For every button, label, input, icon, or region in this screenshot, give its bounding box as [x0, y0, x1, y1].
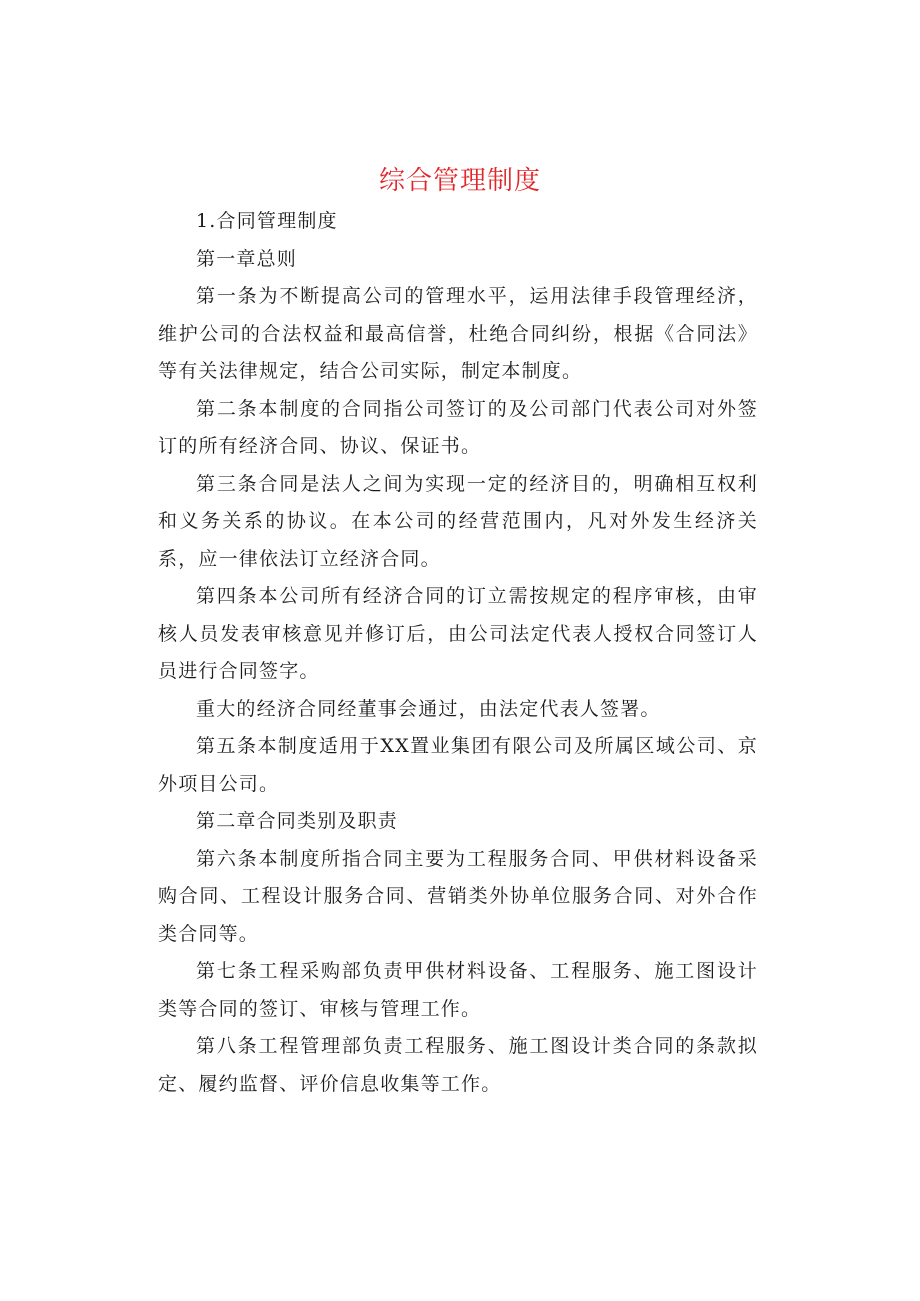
article-paragraph: 第四条本公司所有经济合同的订立需按规定的程序审核，由审核人员发表审核意见并修订后，由公司法定代表人授权合同签订人员进行合同签字。 — [158, 585, 758, 682]
article-paragraph: 第七条工程采购部负责甲供材料设备、工程服务、施工图设计类等合同的签订、审核与管理工作。 — [158, 960, 758, 1020]
article-paragraph: 第二条本制度的合同指公司签订的及公司部门代表公司对外签订的所有经济合同、协议、保证书。 — [158, 397, 758, 457]
article-paragraph: 重大的经济合同经董事会通过，由法定代表人签署。 — [196, 697, 661, 720]
section-heading: 1.合同管理制度 — [196, 210, 338, 232]
article-paragraph: 第八条工程管理部负责工程服务、施工图设计类合同的条款拟定、履约监督、评价信息收集等工作。 — [158, 1035, 758, 1095]
article-paragraph: 第六条本制度所指合同主要为工程服务合同、甲供材料设备采购合同、工程设计服务合同、营销类外协单位服务合同、对外合作类合同等。 — [158, 847, 758, 945]
chapter-heading: 第二章合同类别及职责 — [196, 810, 399, 832]
chapter-heading: 第一章总则 — [196, 247, 298, 270]
article-paragraph: 第五条本制度适用于XX置业集团有限公司及所属区域公司、京外项目公司。 — [158, 735, 758, 795]
document-body — [158, 203, 758, 1103]
document-title: 综合管理制度 — [378, 166, 541, 196]
article-paragraph: 第三条合同是法人之间为实现一定的经济目的，明确相互权利和义务关系的协议。在本公司的经营范围内，凡对外发生经济关系，应一律依法订立经济合同。 — [158, 472, 758, 570]
article-paragraph: 第一条为不断提高公司的管理水平，运用法律手段管理经济，维护公司的合法权益和最高信誉，杜绝合同纠纷，根据《合同法》等有关法律规定，结合公司实际，制定本制度。 — [158, 285, 758, 382]
